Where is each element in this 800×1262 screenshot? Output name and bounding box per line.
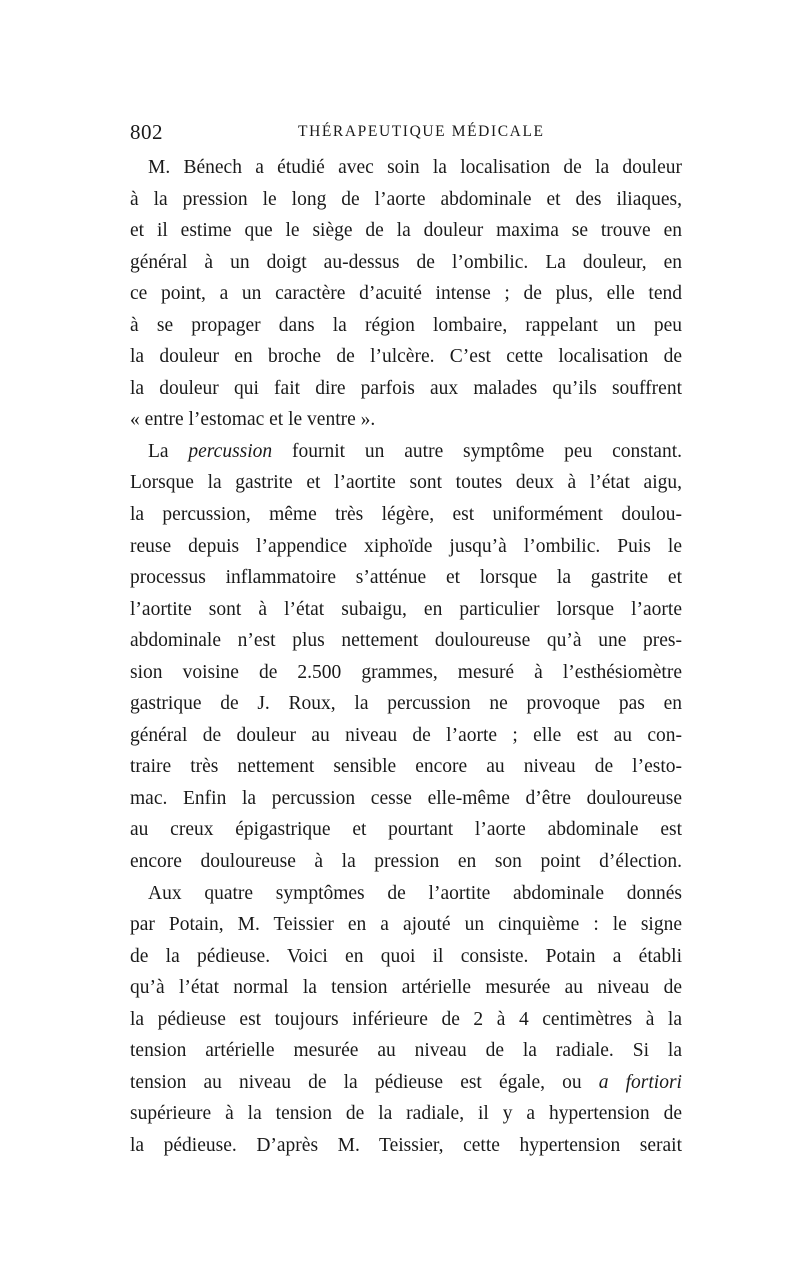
text-line: Lorsque la gastrite et l’aortite sont toutes deux à l’état aigu, bbox=[130, 472, 682, 494]
text-line: à se propager dans la région lombaire, rappelant un peu bbox=[130, 314, 682, 336]
text-line: encore douloureuse à la pression en son point d’élection. bbox=[130, 851, 682, 873]
text-line: M. Bénech a étudié avec soin la localisation de la douleur bbox=[148, 157, 682, 178]
text-line: tension au niveau de la pédieuse est égale, ou a fortiori bbox=[130, 1071, 682, 1093]
text-line: mac. Enfin la percussion cesse elle-même d’être douloureuse bbox=[130, 787, 682, 809]
page-number: 802 bbox=[130, 120, 163, 144]
text-line: général de douleur au niveau de l’aorte ; elle est au con- bbox=[130, 724, 682, 746]
text-line: par Potain, M. Teissier en a ajouté un cinquième : le signe bbox=[130, 914, 682, 936]
text-line: processus inflammatoire s’atténue et lorsque la gastrite et bbox=[130, 567, 682, 589]
text-line: gastrique de J. Roux, la percussion ne provoque pas en bbox=[130, 693, 682, 715]
text-line: à la pression le long de l’aorte abdominale et des iliaques, bbox=[130, 188, 682, 210]
text-line: supérieure à la tension de la radiale, il y a hypertension de bbox=[130, 1103, 682, 1125]
text-line: « entre l’estomac et le ventre ». bbox=[130, 409, 376, 431]
text-line: général à un doigt au-dessus de l’ombilic. La douleur, en bbox=[130, 251, 682, 273]
text-line: la pédieuse est toujours inférieure de 2 à 4 centimètres à la bbox=[130, 1008, 682, 1030]
text-line: et il estime que le siège de la douleur maxima se trouve en bbox=[130, 220, 682, 242]
text-line: la percussion, même très légère, est uniformément doulou- bbox=[130, 504, 682, 526]
text-line-percussion: La percussion fournit un autre symptôme peu constant. bbox=[148, 440, 682, 462]
text-line: au creux épigastrique et pourtant l’aorte abdominale est bbox=[130, 819, 682, 841]
text-line: sion voisine de 2.500 grammes, mesuré à l’esthésiomètre bbox=[130, 661, 682, 683]
text-line: abdominale n’est plus nettement douloureuse qu’à une pres- bbox=[130, 630, 682, 652]
text-line: tension artérielle mesurée au niveau de la radiale. Si la bbox=[130, 1040, 682, 1062]
text-line: ce point, a un caractère d’acuité intense ; de plus, elle tend bbox=[130, 283, 682, 305]
text-line: la douleur en broche de l’ulcère. C’est cette localisation de bbox=[130, 346, 682, 368]
text-line: de la pédieuse. Voici en quoi il consiste. Potain a établi bbox=[130, 945, 682, 967]
text-line: la douleur qui fait dire parfois aux malades qu’ils souffrent bbox=[130, 377, 682, 399]
text-line: Aux quatre symptômes de l’aortite abdominale donnés bbox=[148, 882, 682, 904]
body-text bbox=[130, 152, 682, 1162]
text-line: qu’à l’état normal la tension artérielle mesurée au niveau de bbox=[130, 977, 682, 999]
text-line: reuse depuis l’appendice xiphoïde jusqu’à l’ombilic. Puis le bbox=[130, 535, 682, 557]
running-title: THÉRAPEUTIQUE MÉDICALE bbox=[298, 123, 545, 140]
text-line: traire très nettement sensible encore au niveau de l’esto- bbox=[130, 756, 682, 778]
text-line: l’aortite sont à l’état subaigu, en particulier lorsque l’aorte bbox=[130, 598, 682, 620]
page-header bbox=[130, 120, 682, 148]
text-line: la pédieuse. D’après M. Teissier, cette hypertension serait bbox=[130, 1134, 682, 1156]
